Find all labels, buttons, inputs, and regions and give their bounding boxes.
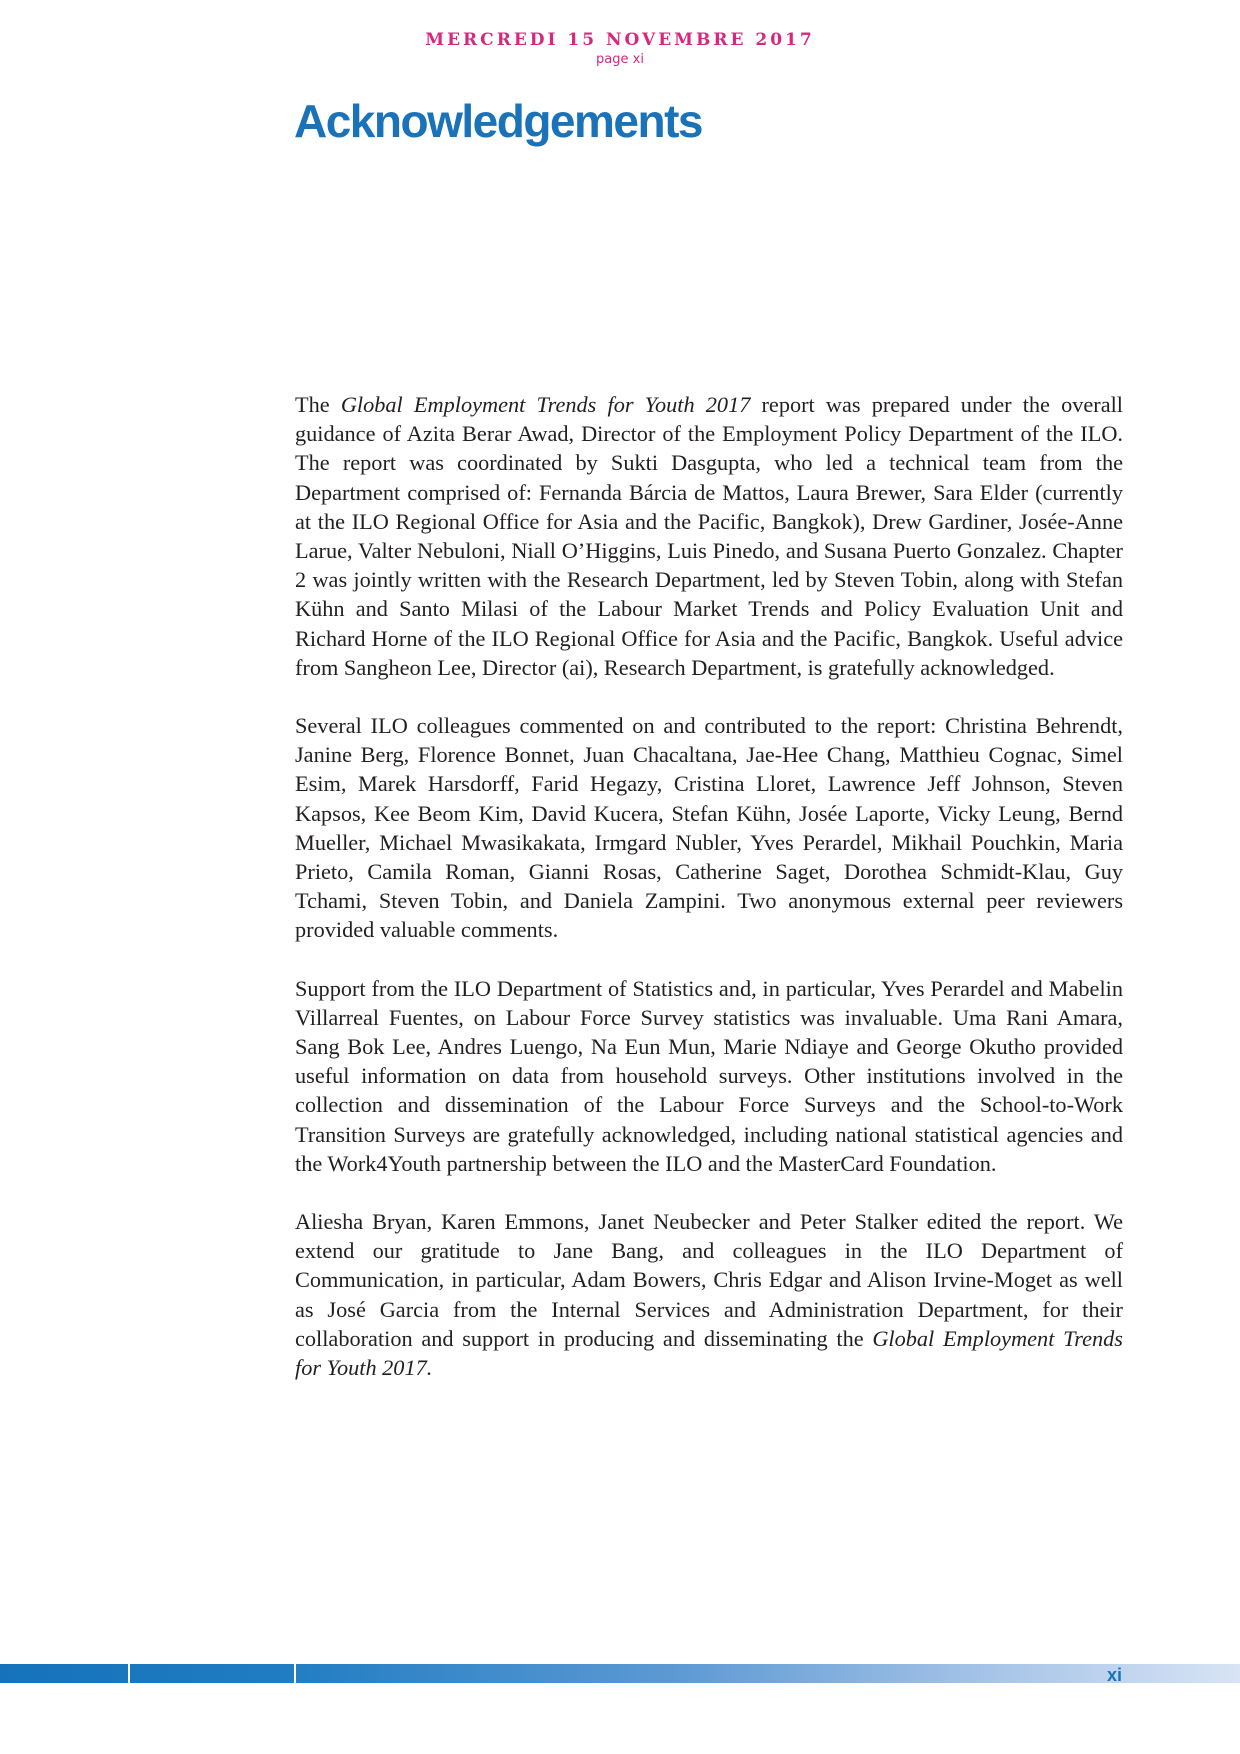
footer-bar-divider xyxy=(294,1664,296,1683)
paragraph-1-lead: The xyxy=(295,392,341,417)
page-number: xi xyxy=(1106,1665,1122,1685)
running-header-date: MERCREDI 15 NOVEMBRE 2017 xyxy=(425,30,815,50)
paragraph-2: Several ILO colleagues commented on and contributed to the report: Christina Behrendt, Janine Berg, Florence Bonnet, Juan Chacaltana, Jae-Hee Chang, Matthieu Cognac, Simel Esim, Marek Harsdorff, Farid Hegazy, Cristina Lloret, Lawrence Jeff Johnson, Steven Kapsos, Kee Beom Kim, David Kucera, Stefan Kühn, Josée Laporte, Vicky Leung, Bernd Mueller, Michael Mwasikakata, Irmgard Nubler, Yves Perardel, Mikhail Pouchkin, Maria Prieto, Camila Roman, Gianni Rosas, Catherine Saget, Dorothea Schmidt-Klau, Guy Tchami, Steven Tobin, and Daniela Zampini. Two anonymous external peer reviewers provided valuable comments. xyxy=(295,713,1123,943)
footer-bar-divider xyxy=(128,1664,130,1683)
acknowledgements-body xyxy=(295,390,1123,1411)
paragraph-1 xyxy=(295,390,1123,682)
report-title-italic: Global Employment Trends for Youth 2017 xyxy=(340,392,751,417)
paragraph-4-lead: Aliesha Bryan, Karen Emmons, Janet Neubecker and Peter Stalker edited the report. We extend our gratitude to Jane Bang, and colleagues in the ILO Department of Communication, in particular, Adam Bowers, Chris Edgar and Alison Irvine-Moget as well as José Garcia from the Internal Services and Administration Department, for their collaboration and support in producing and disseminating the xyxy=(295,1209,1123,1351)
running-header-page-label: page xi xyxy=(596,52,644,67)
page-title: Acknowledgements xyxy=(294,95,702,147)
paragraph-1-rest: report was prepared under the overall guidance of Azita Berar Awad, Director of the Employment Policy Department of the ILO. The report was coordinated by Sukti Dasgupta, who led a technical team from the Department comprised of: Fernanda Bárcia de Mattos, Laura Brewer, Sara Elder (currently at the ILO Regional Office for Asia and the Pacific, Bangkok), Drew Gardiner, Josée-Anne Larue, Valter Nebuloni, Niall O’Higgins, Luis Pinedo, and Susana Puerto Gonzalez. Chapter 2 was jointly written with the Research Department, led by Steven Tobin, along with Stefan Kühn and Santo Milasi of the Labour Market Trends and Policy Evaluation Unit and Richard Horne of the ILO Regional Office for Asia and the Pacific, Bangkok. Useful advice from Sangheon Lee, Director (ai), Research Department, is gratefully acknowledged. xyxy=(295,392,1123,680)
footer-gradient-bar xyxy=(0,1664,1240,1683)
paragraph-3: Support from the ILO Department of Statistics and, in particular, Yves Perardel and Mabelin Villarreal Fuentes, on Labour Force Survey statistics was invaluable. Uma Rani Amara, Sang Bok Lee, Andres Luengo, Na Eun Mun, Marie Ndiaye and George Okutho provided useful information on data from household surveys. Other institutions involved in the collection and dissemination of the Labour Force Surveys and the School-to-Work Transition Surveys are gratefully acknowledged, including national statistical agencies and the Work4Youth partnership between the ILO and the MasterCard Foundation. xyxy=(295,975,1123,1176)
report-title-italic: Global Employment Trends for Youth 2017. xyxy=(295,1325,1123,1381)
paragraph-4 xyxy=(295,1207,1123,1382)
